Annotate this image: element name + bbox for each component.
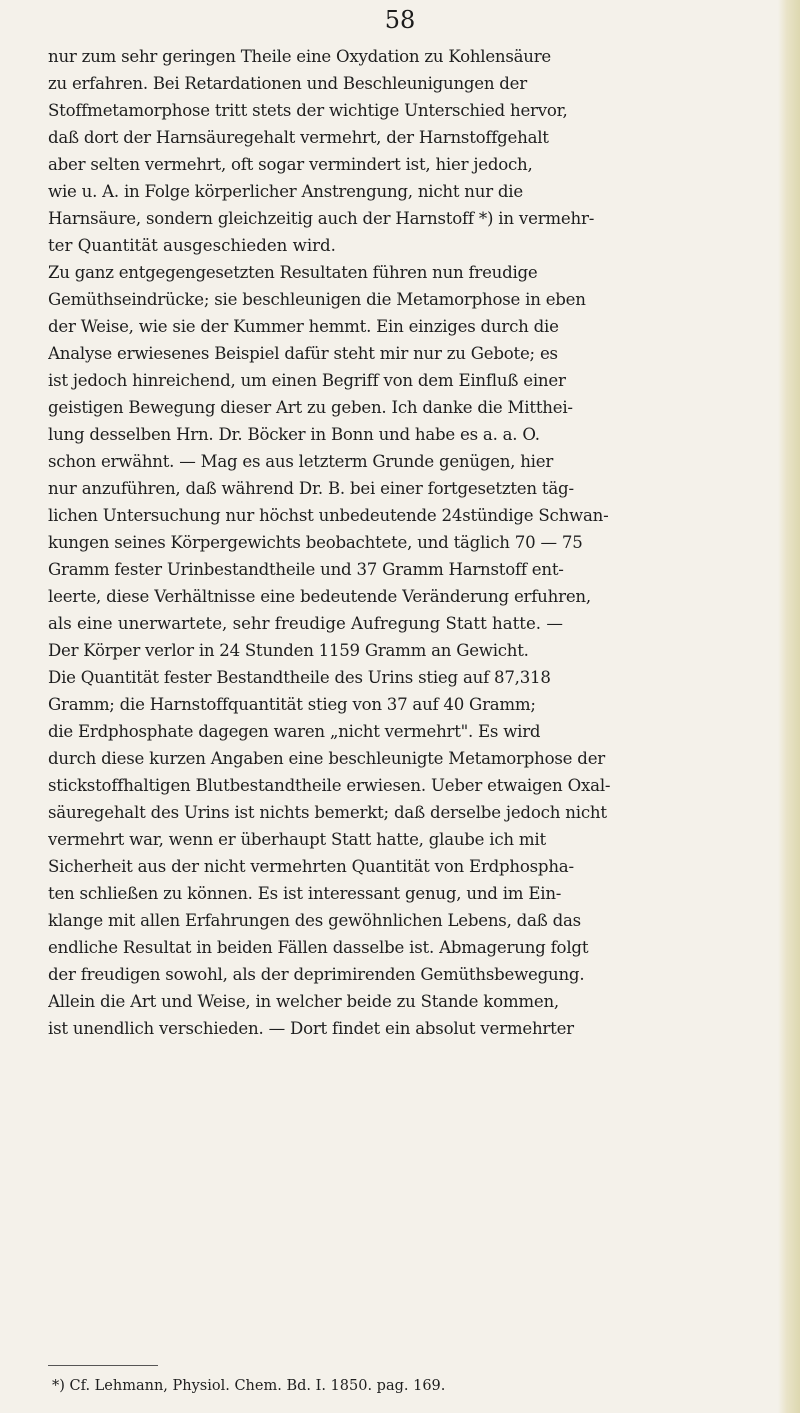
text-line: ist unendlich verschieden. — Dort findet ein absolut vermehrter xyxy=(48,1019,574,1038)
text-line: ter Quantität ausgeschieden wird. xyxy=(48,236,336,255)
text-line: der freudigen sowohl, als der deprimirenden Gemüthsbewegung. xyxy=(48,965,585,984)
text-line: leerte, diese Verhältnisse eine bedeutende Veränderung erfuhren, xyxy=(48,587,591,606)
text-line: stickstoffhaltigen Blutbestandtheile erwiesen. Ueber etwaigen Oxal- xyxy=(48,776,611,795)
text-line: Analyse erwiesenes Beispiel dafür steht mir nur zu Gebote; es xyxy=(48,344,558,363)
text-line: klange mit allen Erfahrungen des gewöhnlichen Lebens, daß das xyxy=(48,911,581,930)
page-number: 58 xyxy=(384,6,416,34)
text-line: nur anzuführen, daß während Dr. B. bei einer fortgesetzten täg- xyxy=(48,479,574,498)
text-line: Gemüthseindrücke; sie beschleunigen die Metamorphose in eben xyxy=(48,290,586,309)
text-line: geistigen Bewegung dieser Art zu geben. Ich danke die Mitthei- xyxy=(48,398,573,417)
text-line: kungen seines Körpergewichts beobachtete, und täglich 70 — 75 xyxy=(48,533,583,552)
text-line: lichen Untersuchung nur höchst unbedeutende 24stündige Schwan- xyxy=(48,506,609,525)
text-line: Zu ganz entgegengesetzten Resultaten führen nun freudige xyxy=(48,263,538,282)
text-line: schon erwähnt. — Mag es aus letzterm Grunde genügen, hier xyxy=(48,452,554,471)
text-line: aber selten vermehrt, oft sogar vermindert ist, hier jedoch, xyxy=(48,155,533,174)
text-line: durch diese kurzen Angaben eine beschleunigte Metamorphose der xyxy=(48,749,606,768)
text-line: wie u. A. in Folge körperlicher Anstrengung, nicht nur die xyxy=(48,182,523,201)
text-line: Gramm; die Harnstoffquantität stieg von 37 auf 40 Gramm; xyxy=(48,695,536,714)
text-line: nur zum sehr geringen Theile eine Oxydation zu Kohlensäure xyxy=(48,47,551,66)
text-line: lung desselben Hrn. Dr. Böcker in Bonn und habe es a. a. O. xyxy=(48,425,540,444)
text-line: als eine unerwartete, sehr freudige Aufregung Statt hatte. — xyxy=(48,614,563,633)
text-line: zu erfahren. Bei Retardationen und Beschleunigungen der xyxy=(48,74,527,93)
text-line: ist jedoch hinreichend, um einen Begriff von dem Einfluß einer xyxy=(48,371,566,390)
text-line: Der Körper verlor in 24 Stunden 1159 Gramm an Gewicht. xyxy=(48,641,529,660)
text-line: die Erdphosphate dagegen waren „nicht vermehrt". Es wird xyxy=(48,722,541,741)
body-text xyxy=(48,43,788,1042)
footnote-divider xyxy=(48,1365,158,1366)
text-line: vermehrt war, wenn er überhaupt Statt hatte, glaube ich mit xyxy=(48,830,546,849)
text-line: Stoffmetamorphose tritt stets der wichtige Unterschied hervor, xyxy=(48,101,568,120)
text-line: Gramm fester Urinbestandtheile und 37 Gramm Harnstoff ent- xyxy=(48,560,564,579)
text-line: daß dort der Harnsäuregehalt vermehrt, der Harnstoffgehalt xyxy=(48,128,549,147)
text-line: säuregehalt des Urins ist nichts bemerkt; daß derselbe jedoch nicht xyxy=(48,803,607,822)
text-line: Allein die Art und Weise, in welcher beide zu Stande kommen, xyxy=(48,992,559,1011)
text-line: Harnsäure, sondern gleichzeitig auch der Harnstoff *) in vermehr- xyxy=(48,209,595,228)
footnote: *) Cf. Lehmann, Physiol. Chem. Bd. I. 1850. pag. 169. xyxy=(52,1378,446,1394)
text-line: ten schließen zu können. Es ist interessant genug, und im Ein- xyxy=(48,884,562,903)
text-line: endliche Resultat in beiden Fällen dasselbe ist. Abmagerung folgt xyxy=(48,938,589,957)
text-line: der Weise, wie sie der Kummer hemmt. Ein einziges durch die xyxy=(48,317,559,336)
text-line: Sicherheit aus der nicht vermehrten Quantität von Erdphospha- xyxy=(48,857,574,876)
text-line: Die Quantität fester Bestandtheile des Urins stieg auf 87,318 xyxy=(48,668,551,687)
